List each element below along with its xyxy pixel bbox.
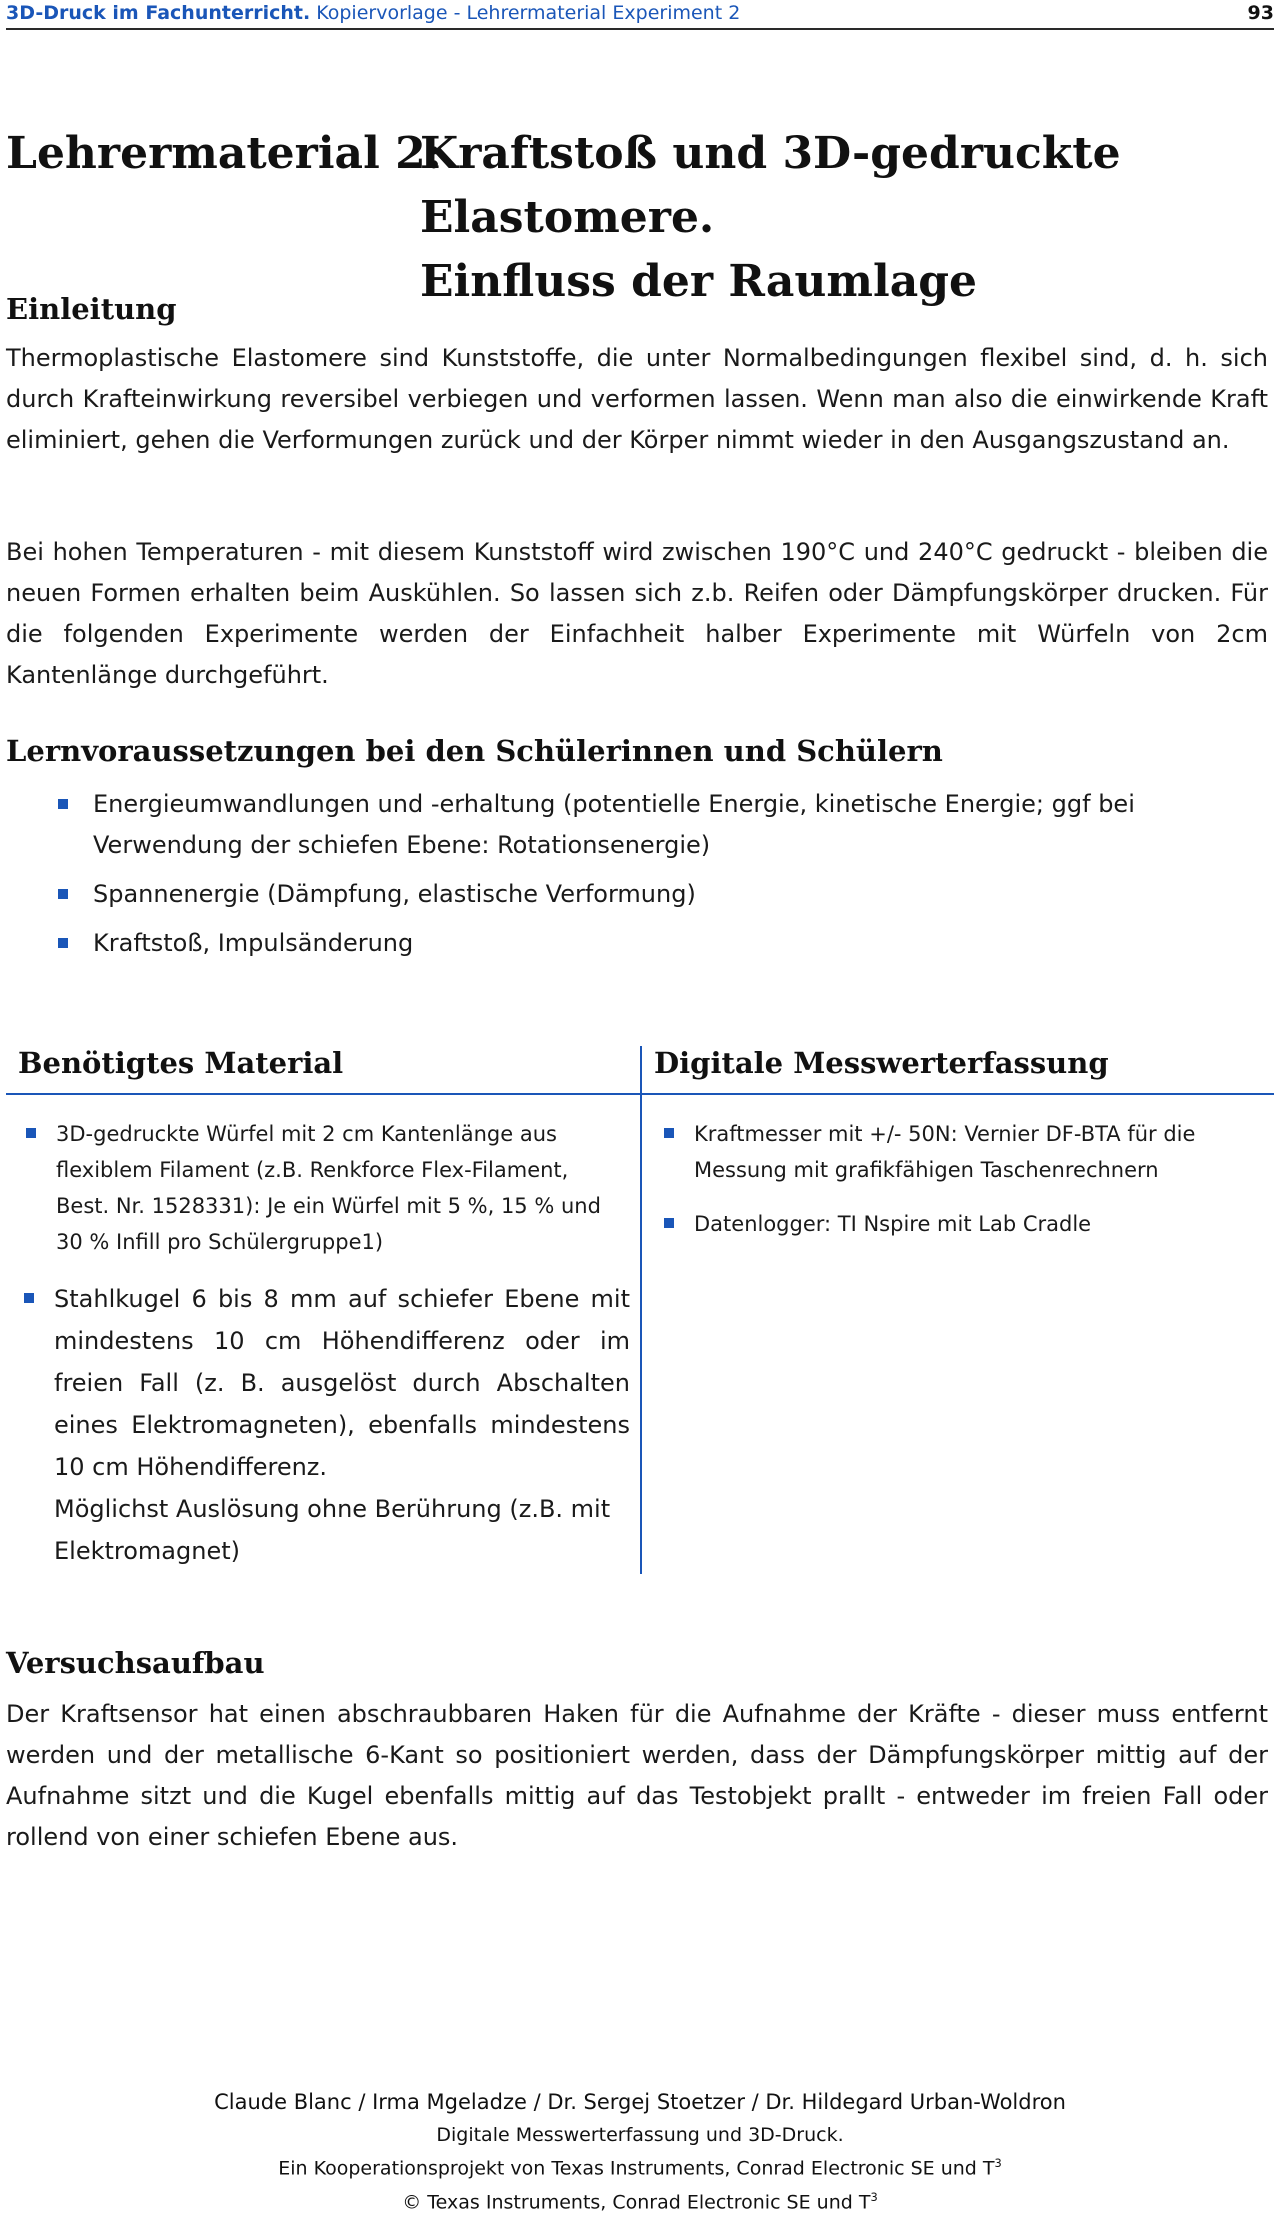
bullet-square-icon bbox=[26, 1128, 36, 1138]
prereq-heading: Lernvoraussetzungen bei den Schülerinnen und Schülern bbox=[6, 734, 943, 768]
digital-heading: Digitale Messwerterfassung bbox=[654, 1046, 1109, 1080]
title-label: Lehrermaterial 2: bbox=[6, 128, 442, 179]
digital-heading-rule bbox=[642, 1093, 1274, 1095]
page-number: 93 bbox=[1247, 2, 1274, 24]
header-divider bbox=[6, 28, 1274, 30]
footer-authors: Claude Blanc / Irma Mgeladze / Dr. Sergej Stoetzer / Dr. Hildegard Urban-Woldron bbox=[214, 2090, 1066, 2114]
list-item: 3D-gedruckte Würfel mit 2 cm Kantenlänge aus flexiblem Filament (z.B. Renkforce Flex-Filament, Best. Nr. 1528331): Je ein Würfel mit 5 %, 15 % und 30 % Infill pro Schülergruppe1) bbox=[10, 1116, 610, 1260]
bullet-square-icon bbox=[58, 938, 68, 948]
page-title bbox=[420, 122, 1270, 314]
footer-copyright: © Texas Instruments, Conrad Electronic SE und $T^3$ bbox=[402, 2190, 878, 2214]
bullet-square-icon bbox=[58, 799, 68, 809]
setup-heading: Versuchsaufbau bbox=[6, 1646, 265, 1680]
intro-heading: Einleitung bbox=[6, 292, 177, 326]
list-item: Kraftstoß, Impulsänderung bbox=[44, 923, 1224, 964]
bullet-square-icon bbox=[58, 889, 68, 899]
page-title-line-1: Kraftstoß und 3D-gedruckte Elastomere. bbox=[420, 128, 1121, 243]
material-list-2 bbox=[8, 1278, 630, 1572]
list-item: Energieumwandlungen und -erhaltung (potentielle Energie, kinetische Energie; ggf bei Verwendung der schiefen Ebene: Rotationsenergie) bbox=[44, 784, 1224, 866]
material-heading: Benötigtes Material bbox=[18, 1046, 344, 1080]
footer-subtitle: Digitale Messwerterfassung und 3D-Druck. bbox=[436, 2124, 844, 2146]
bullet-square-icon bbox=[24, 1293, 34, 1303]
header-brand: 3D-Druck im Fachunterricht. bbox=[6, 2, 311, 24]
list-item: Datenlogger: TI Nspire mit Lab Cradle bbox=[648, 1206, 1248, 1242]
header-subtitle: Kopiervorlage - Lehrermaterial Experiment 2 bbox=[310, 2, 741, 24]
material-list bbox=[10, 1116, 610, 1278]
digital-list bbox=[648, 1116, 1248, 1260]
intro-paragraph-2: Bei hohen Temperaturen - mit diesem Kunststoff wird zwischen 190°C und 240°C gedruckt - bleiben die neuen Formen erhalten beim Auskühlen. So lassen sich z.b. Reifen oder Dämpfungskörper drucken. Für die folgenden Experimente werden der Einfachheit halber Experimente mit Würfeln von 2cm Kantenlänge durchgeführt. bbox=[6, 538, 1268, 689]
list-item: Kraftmesser mit +/- 50N: Vernier DF-BTA für die Messung mit grafikfähigen Taschenrechnern bbox=[648, 1116, 1248, 1188]
page-title-line-2: Einfluss der Raumlage bbox=[420, 256, 977, 307]
page-header bbox=[6, 0, 1274, 26]
list-item: Spannenergie (Dämpfung, elastische Verformung) bbox=[44, 874, 1224, 915]
material-note: Möglichst Auslösung ohne Berührung (z.B. mit Elektromagnet) bbox=[54, 1495, 611, 1565]
prereq-list bbox=[44, 784, 1224, 972]
intro-paragraph-1: Thermoplastische Elastomere sind Kunststoffe, die unter Normalbedingungen flexibel sind, d. h. sich durch Krafteinwirkung reversibel verbiegen und verformen lassen. Wenn man also die einwirkende Kraft eliminiert, gehen die Verformungen zurück und der Körper nimmt wieder in den Ausgangszustand an. bbox=[6, 344, 1268, 454]
column-divider bbox=[640, 1046, 642, 1574]
bullet-square-icon bbox=[664, 1218, 674, 1228]
footer-coop: Ein Kooperationsprojekt von Texas Instruments, Conrad Electronic SE und $T^3$ bbox=[278, 2156, 1002, 2180]
bullet-square-icon bbox=[664, 1128, 674, 1138]
material-heading-rule bbox=[6, 1093, 640, 1095]
header-title bbox=[6, 2, 740, 24]
list-item: Stahlkugel 6 bis 8 mm auf schiefer Ebene mit mindestens 10 cm Höhendifferenz oder im freien Fall (z. B. ausgelöst durch Abschalten eines Elektromagneten), ebenfalls mindestens 10 cm Höhendifferenz. Möglichst Auslösung ohne Berührung (z.B. mit Elektromagnet) bbox=[8, 1278, 630, 1572]
setup-paragraph: Der Kraftsensor hat einen abschraubbaren Haken für die Aufnahme der Kräfte - dieser muss entfernt werden und der metallische 6-Kant so positioniert werden, dass der Dämpfungskörper mittig auf der Aufnahme sitzt und die Kugel ebenfalls mittig auf das Testobjekt prallt - entweder im freien Fall oder rollend von einer schiefen Ebene aus. bbox=[6, 1700, 1268, 1851]
